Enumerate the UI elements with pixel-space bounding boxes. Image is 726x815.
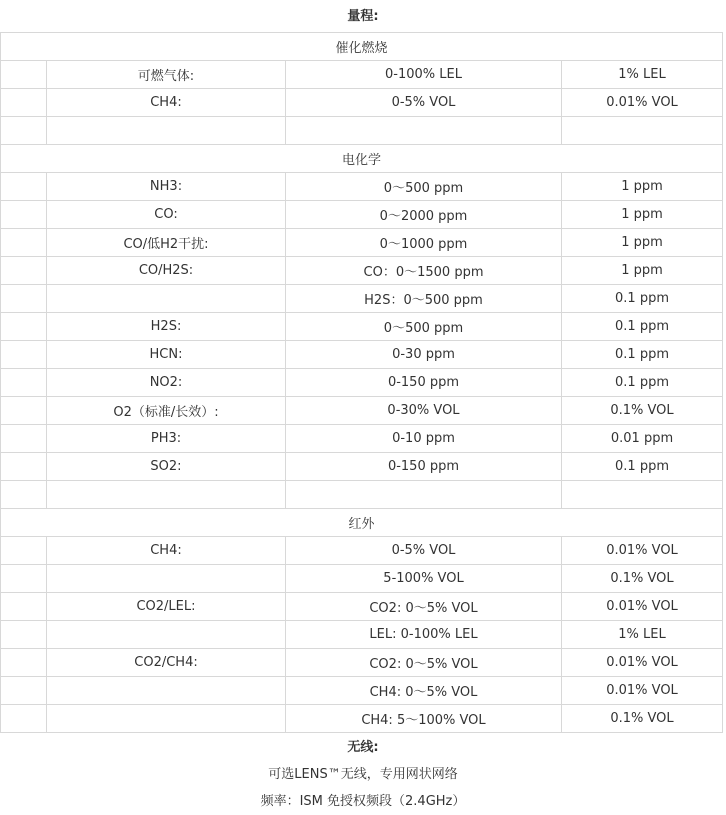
- indent-cell: [1, 593, 47, 621]
- range-cell: 0～500 ppm: [286, 313, 562, 341]
- table-row: [1, 229, 723, 257]
- section-title-infrared: 红外: [1, 509, 723, 537]
- indent-cell: [1, 257, 47, 285]
- wireless-frequency-text: 频率：ISM 免授权频段（2.4GHz）: [260, 794, 466, 809]
- range-cell: 5-100% VOL: [286, 565, 562, 593]
- table-row: [1, 369, 723, 397]
- range-heading: 量程:: [347, 9, 379, 24]
- range-cell: CO2: 0～5% VOL: [286, 649, 562, 677]
- table-row: [1, 173, 723, 201]
- table-row: [1, 425, 723, 453]
- gas-cell: CO2/LEL:: [47, 593, 286, 621]
- gas-cell: O2（标准/长效）:: [47, 397, 286, 425]
- indent-cell: [1, 313, 47, 341]
- indent-cell: [1, 453, 47, 481]
- indent-cell: [1, 229, 47, 257]
- gas-cell: CO/H2S:: [47, 257, 286, 285]
- resolution-cell: 0.01% VOL: [562, 89, 723, 117]
- range-spec-table: [0, 32, 723, 733]
- empty-cell: [562, 481, 723, 509]
- gas-cell: [47, 285, 286, 313]
- indent-cell: [1, 649, 47, 677]
- blank-row: [1, 481, 723, 509]
- gas-cell: SO2:: [47, 453, 286, 481]
- table-row: [1, 453, 723, 481]
- table-row: [1, 705, 723, 733]
- table-row: [1, 61, 723, 89]
- resolution-cell: 0.1 ppm: [562, 369, 723, 397]
- indent-cell: [1, 285, 47, 313]
- empty-cell: [1, 481, 47, 509]
- indent-cell: [1, 621, 47, 649]
- range-cell: 0-150 ppm: [286, 369, 562, 397]
- range-cell: CO2: 0～5% VOL: [286, 593, 562, 621]
- range-cell: 0-150 ppm: [286, 453, 562, 481]
- gas-cell: [47, 705, 286, 733]
- indent-cell: [1, 201, 47, 229]
- resolution-cell: 0.1% VOL: [562, 565, 723, 593]
- section-title-electrochemical: 电化学: [1, 145, 723, 173]
- indent-cell: [1, 89, 47, 117]
- range-cell: 0-5% VOL: [286, 537, 562, 565]
- table-row: [1, 565, 723, 593]
- table-row: [1, 257, 723, 285]
- range-cell: 0-100% LEL: [286, 61, 562, 89]
- resolution-cell: 1 ppm: [562, 173, 723, 201]
- range-cell: 0-10 ppm: [286, 425, 562, 453]
- gas-cell: CH4:: [47, 537, 286, 565]
- gas-cell: 可燃气体:: [47, 61, 286, 89]
- wireless-option-text: 可选LENS™无线，专用网状网络: [268, 767, 458, 782]
- indent-cell: [1, 397, 47, 425]
- resolution-cell: 1 ppm: [562, 257, 723, 285]
- range-cell: CH4: 5～100% VOL: [286, 705, 562, 733]
- resolution-cell: 0.1 ppm: [562, 285, 723, 313]
- resolution-cell: 0.01% VOL: [562, 677, 723, 705]
- table-row: [1, 285, 723, 313]
- range-cell: H2S：0～500 ppm: [286, 285, 562, 313]
- table-row: [1, 89, 723, 117]
- resolution-cell: 0.1% VOL: [562, 397, 723, 425]
- empty-cell: [562, 117, 723, 145]
- resolution-cell: 0.01% VOL: [562, 537, 723, 565]
- wireless-heading: 无线:: [347, 740, 379, 755]
- gas-cell: HCN:: [47, 341, 286, 369]
- resolution-cell: 0.1 ppm: [562, 341, 723, 369]
- empty-cell: [286, 481, 562, 509]
- section-header-row: [1, 33, 723, 61]
- empty-cell: [1, 117, 47, 145]
- indent-cell: [1, 537, 47, 565]
- resolution-cell: 0.1 ppm: [562, 453, 723, 481]
- range-cell: 0～1000 ppm: [286, 229, 562, 257]
- empty-cell: [47, 481, 286, 509]
- indent-cell: [1, 705, 47, 733]
- range-cell: 0～500 ppm: [286, 173, 562, 201]
- table-row: [1, 649, 723, 677]
- table-row: [1, 621, 723, 649]
- range-cell: 0-30% VOL: [286, 397, 562, 425]
- gas-cell: CO:: [47, 201, 286, 229]
- indent-cell: [1, 61, 47, 89]
- gas-cell: CH4:: [47, 89, 286, 117]
- gas-cell: PH3:: [47, 425, 286, 453]
- indent-cell: [1, 341, 47, 369]
- range-cell: CH4: 0～5% VOL: [286, 677, 562, 705]
- resolution-cell: 0.01 ppm: [562, 425, 723, 453]
- indent-cell: [1, 677, 47, 705]
- range-cell: LEL: 0-100% LEL: [286, 621, 562, 649]
- resolution-cell: 1 ppm: [562, 201, 723, 229]
- gas-cell: NH3:: [47, 173, 286, 201]
- gas-cell: CO2/CH4:: [47, 649, 286, 677]
- empty-cell: [286, 117, 562, 145]
- indent-cell: [1, 565, 47, 593]
- table-row: [1, 677, 723, 705]
- gas-cell: [47, 565, 286, 593]
- table-row: [1, 201, 723, 229]
- indent-cell: [1, 425, 47, 453]
- gas-cell: [47, 621, 286, 649]
- wireless-section: [0, 734, 726, 815]
- resolution-cell: 0.01% VOL: [562, 593, 723, 621]
- gas-cell: [47, 677, 286, 705]
- resolution-cell: 1% LEL: [562, 61, 723, 89]
- range-cell: 0～2000 ppm: [286, 201, 562, 229]
- section-header-row: [1, 509, 723, 537]
- gas-cell: CO/低H2干扰:: [47, 229, 286, 257]
- range-cell: 0-30 ppm: [286, 341, 562, 369]
- gas-cell: NO2:: [47, 369, 286, 397]
- table-row: [1, 593, 723, 621]
- resolution-cell: 1% LEL: [562, 621, 723, 649]
- gas-cell: H2S:: [47, 313, 286, 341]
- resolution-cell: 0.1 ppm: [562, 313, 723, 341]
- resolution-cell: 1 ppm: [562, 229, 723, 257]
- indent-cell: [1, 173, 47, 201]
- range-cell: CO：0～1500 ppm: [286, 257, 562, 285]
- resolution-cell: 0.1% VOL: [562, 705, 723, 733]
- blank-row: [1, 117, 723, 145]
- resolution-cell: 0.01% VOL: [562, 649, 723, 677]
- empty-cell: [47, 117, 286, 145]
- indent-cell: [1, 369, 47, 397]
- table-row: [1, 397, 723, 425]
- range-cell: 0-5% VOL: [286, 89, 562, 117]
- section-header-row: [1, 145, 723, 173]
- section-title-catalytic: 催化燃烧: [1, 33, 723, 61]
- table-row: [1, 313, 723, 341]
- table-row: [1, 341, 723, 369]
- table-row: [1, 537, 723, 565]
